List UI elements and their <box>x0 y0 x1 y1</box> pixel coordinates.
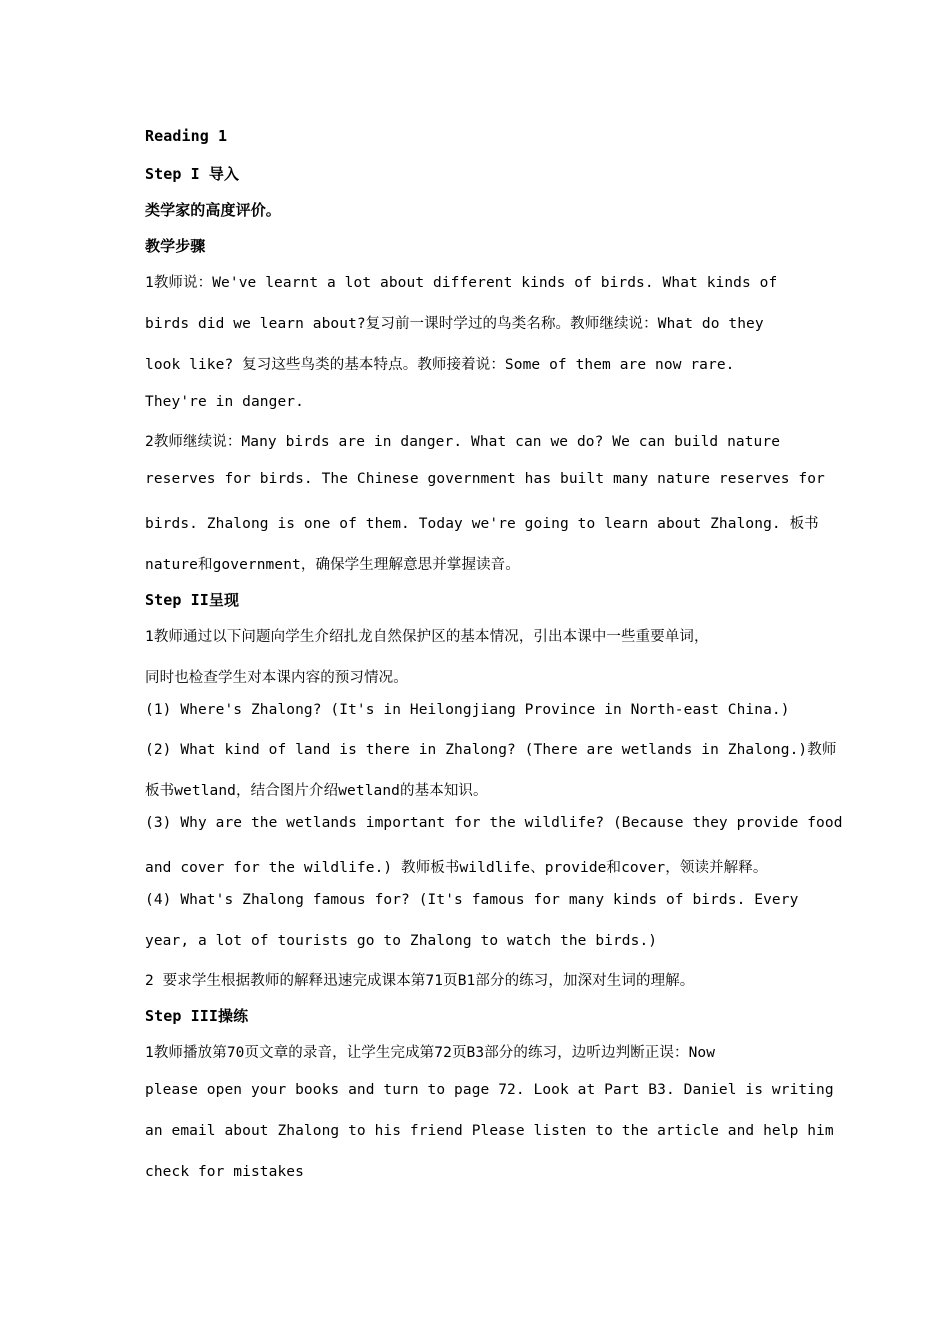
paragraph-line: year, a lot of tourists go to Zhalong to watch the birds.) <box>145 933 658 949</box>
paragraph-line: (1) Where's Zhalong? (It's in Heilongjiang Province in North-east China.) <box>145 702 790 718</box>
paragraph-line: (2) What kind of land is there in Zhalong? (There are wetlands in Zhalong.)教师 <box>145 742 837 758</box>
paragraph-line: nature和government，确保学生理解意思并掌握读音。 <box>145 557 520 573</box>
paragraph-line: 同时也检查学生对本课内容的预习情况。 <box>145 670 408 686</box>
paragraph-line: (4) What's Zhalong famous for? (It's famous for many kinds of birds. Every <box>145 892 799 908</box>
lesson-title: Reading 1 <box>145 127 228 145</box>
paragraph-line: (3) Why are the wetlands important for the wildlife? (Because they provide food <box>145 815 843 831</box>
paragraph-line: please open your books and turn to page 72. Look at Part B3. Daniel is writing <box>145 1082 834 1098</box>
paragraph-line: 1教师通过以下问题向学生介绍扎龙自然保护区的基本情况，引出本课中一些重要单词， <box>145 629 709 645</box>
section-heading: 教学步骤 <box>145 237 206 255</box>
paragraph-line: 板书wetland，结合图片介绍wetland的基本知识。 <box>145 783 488 799</box>
paragraph-line: birds did we learn about?复习前一课时学过的鸟类名称。教师继续说：What do they <box>145 316 764 332</box>
paragraph-line: and cover for the wildlife.) 教师板书wildlife、provide和cover，领读并解释。 <box>145 860 768 876</box>
paragraph-line: 2教师继续说：Many birds are in danger. What can we do? We can build nature <box>145 434 781 450</box>
paragraph-line: reserves for birds. The Chinese government has built many nature reserves for <box>145 471 825 487</box>
step-heading: Step II呈现 <box>145 591 240 609</box>
paragraph-line: check for mistakes <box>145 1164 304 1180</box>
step-heading: Step III操练 <box>145 1007 249 1025</box>
paragraph-line: 1教师说：We've learnt a lot about different kinds of birds. What kinds of <box>145 275 778 291</box>
paragraph-line: an email about Zhalong to his friend Please listen to the article and help him <box>145 1123 834 1139</box>
paragraph-line: 2 要求学生根据教师的解释迅速完成课本第71页B1部分的练习，加深对生词的理解。 <box>145 973 695 989</box>
paragraph-line: They're in danger. <box>145 394 304 410</box>
step-heading: Step I 导入 <box>145 165 240 183</box>
paragraph-line: look like? 复习这些鸟类的基本特点。教师接着说：Some of them are now rare. <box>145 357 735 373</box>
paragraph-line: birds. Zhalong is one of them. Today we're going to learn about Zhalong. 板书 <box>145 516 819 532</box>
paragraph-line: 1教师播放第70页文章的录音，让学生完成第72页B3部分的练习，边听边判断正误：Now <box>145 1045 716 1061</box>
section-text: 类学家的高度评价。 <box>145 201 281 219</box>
